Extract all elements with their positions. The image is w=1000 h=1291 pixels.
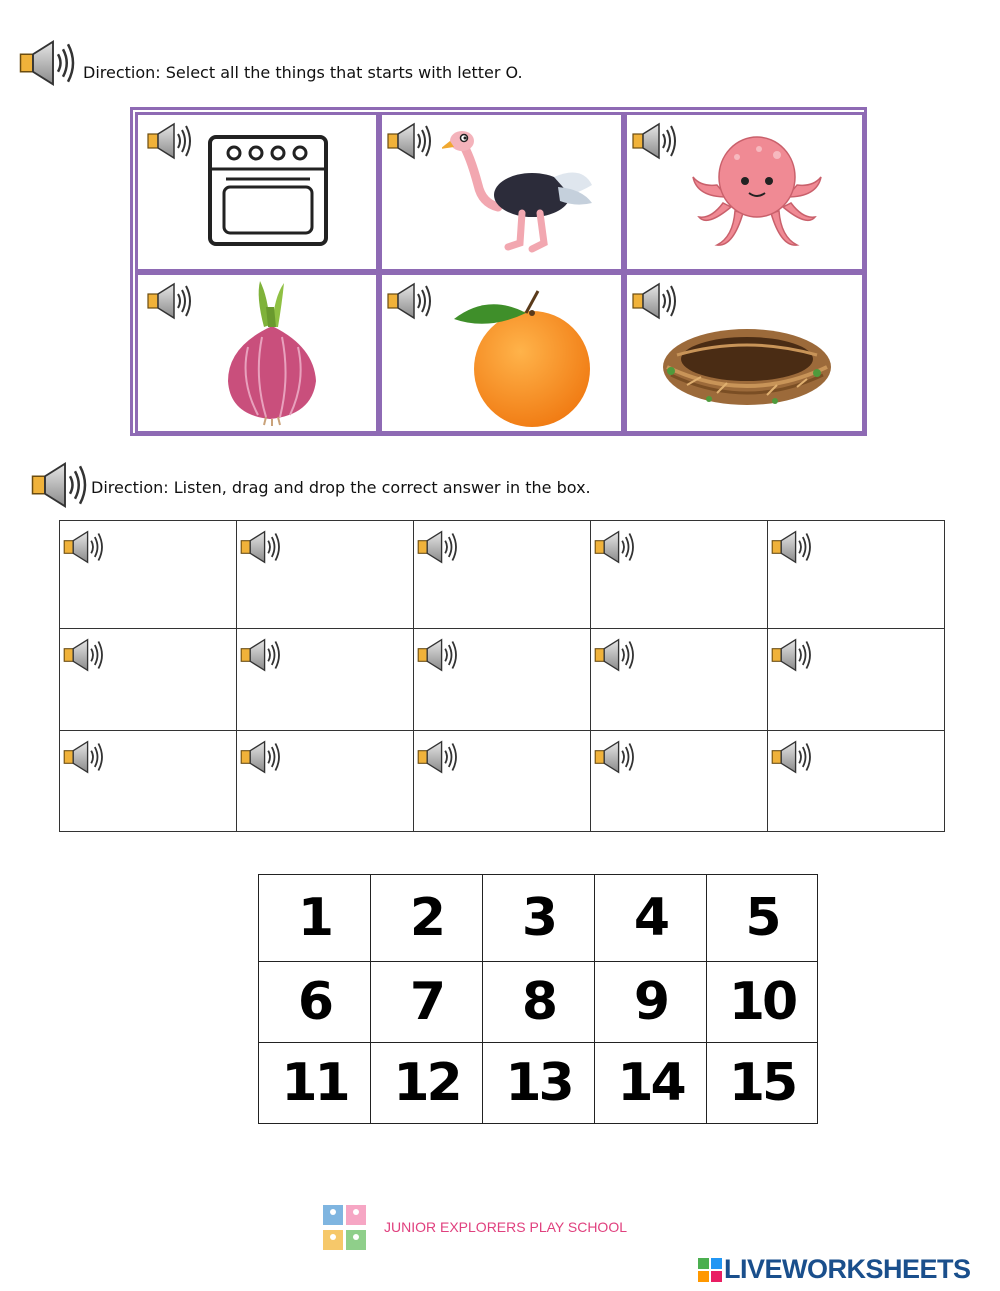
drop-box-speaker-icon[interactable] [593,637,637,673]
onion-icon [218,277,328,427]
onion-speaker-icon[interactable] [146,281,194,321]
choice-orange[interactable] [379,272,624,434]
drop-box-speaker-icon[interactable] [62,739,106,775]
drop-box[interactable] [591,629,768,731]
choice-oven[interactable] [135,112,379,272]
direction-1-text: Direction: Select all the things that starts with letter O. [83,63,523,82]
drop-box-speaker-icon[interactable] [770,739,814,775]
drop-box[interactable] [768,731,944,831]
drop-target-grid [59,520,945,832]
picture-choice-grid [130,107,867,436]
drop-box-speaker-icon[interactable] [770,529,814,565]
drop-box[interactable] [591,731,768,831]
drop-box[interactable] [768,521,944,629]
number-tile[interactable]: 7 [371,962,483,1043]
drop-box-speaker-icon[interactable] [593,529,637,565]
drop-box-speaker-icon[interactable] [416,739,460,775]
ostrich-icon [442,125,602,255]
school-logo [322,1204,368,1252]
choice-onion[interactable] [135,272,379,434]
choice-nest[interactable] [624,272,865,434]
number-tile[interactable]: 15 [728,1053,796,1113]
number-tile[interactable]: 13 [483,1043,595,1123]
drop-box-speaker-icon[interactable] [62,529,106,565]
drop-box-speaker-icon[interactable] [416,637,460,673]
drop-box[interactable] [237,629,414,731]
drop-box[interactable] [237,521,414,629]
direction-2-text: Direction: Listen, drag and drop the correct answer in the box. [91,478,591,497]
number-tile[interactable]: 5 [707,875,817,962]
drop-box-speaker-icon[interactable] [770,637,814,673]
oven-speaker-icon[interactable] [146,121,194,161]
orange-icon [448,285,598,430]
number-choice-grid [258,874,818,1124]
drop-box-speaker-icon[interactable] [416,529,460,565]
number-tile[interactable]: 10 [707,962,817,1043]
choice-octopus[interactable] [624,112,865,272]
drop-box-speaker-icon[interactable] [239,529,283,565]
orange-speaker-icon[interactable] [386,281,434,321]
drop-box[interactable] [60,521,237,629]
drop-box[interactable] [414,731,591,831]
drop-box-speaker-icon[interactable] [239,739,283,775]
number-tile[interactable]: 1 [259,875,371,962]
drop-box[interactable] [591,521,768,629]
drop-box-speaker-icon[interactable] [593,739,637,775]
octopus-icon [687,127,827,257]
number-tile[interactable]: 3 [483,875,595,962]
drop-box[interactable] [768,629,944,731]
ostrich-speaker-icon[interactable] [386,121,434,161]
nest-icon [657,315,837,415]
octopus-speaker-icon[interactable] [631,121,679,161]
choice-ostrich[interactable] [379,112,624,272]
liveworksheets-brand: LIVEWORKSHEETS [724,1254,971,1284]
number-tile[interactable]: 6 [259,962,371,1043]
liveworksheets-logo-icon [698,1258,722,1282]
drop-box[interactable] [414,629,591,731]
number-tile[interactable]: 8 [483,962,595,1043]
school-name: JUNIOR EXPLORERS PLAY SCHOOL [384,1219,627,1235]
number-tile[interactable]: 4 [595,875,707,962]
number-tile[interactable]: 2 [371,875,483,962]
drop-box[interactable] [60,629,237,731]
number-tile[interactable]: 14 [595,1043,707,1123]
oven-icon [206,133,330,248]
number-tile[interactable]: 9 [595,962,707,1043]
number-tile[interactable]: 12 [371,1043,483,1123]
number-tile[interactable]: 11 [259,1043,371,1123]
drop-box-speaker-icon[interactable] [62,637,106,673]
drop-box[interactable] [237,731,414,831]
direction-1-speaker-icon[interactable] [18,38,78,88]
drop-box-speaker-icon[interactable] [239,637,283,673]
drop-box[interactable] [414,521,591,629]
drop-box[interactable] [60,731,237,831]
direction-2-speaker-icon[interactable] [30,460,90,510]
